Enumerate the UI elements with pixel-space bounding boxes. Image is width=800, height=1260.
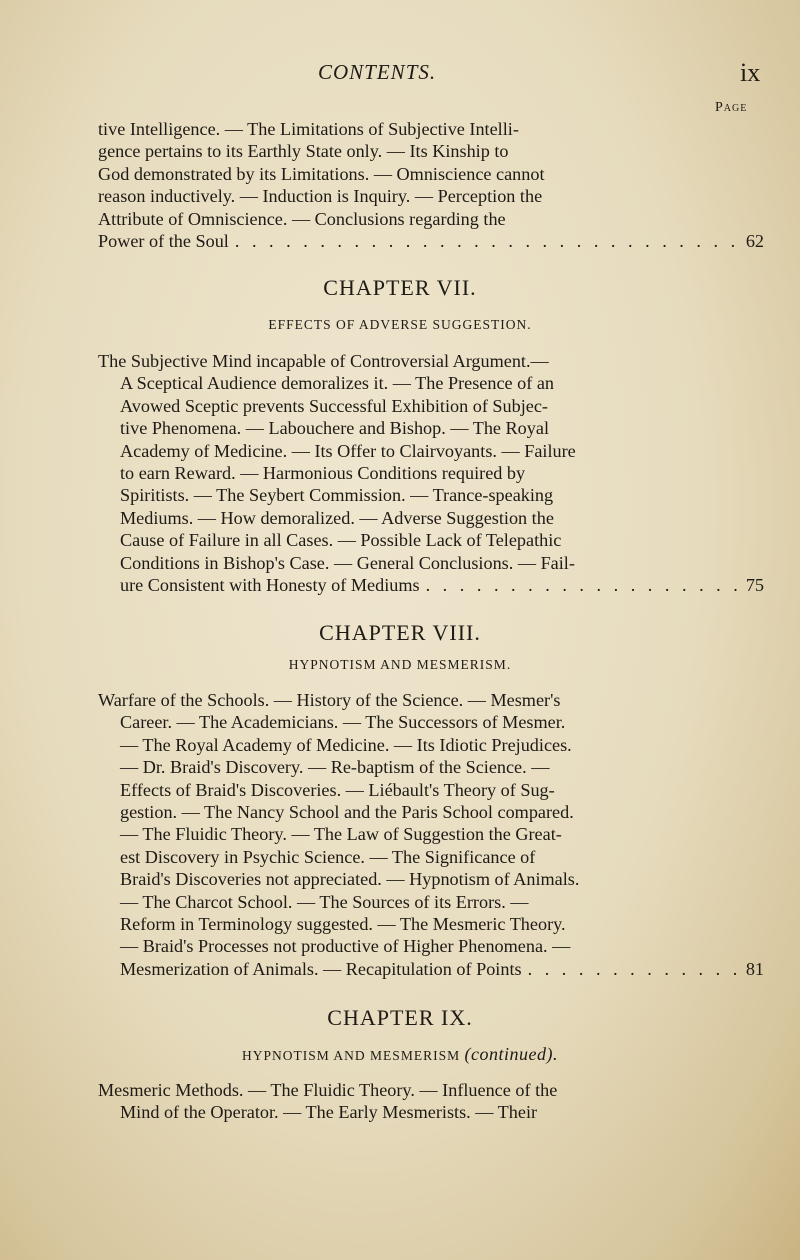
summary-line: — Dr. Braid's Discovery. — Re-baptism of the Science. — bbox=[120, 757, 550, 778]
entry-line: Power of the Soul bbox=[98, 231, 229, 252]
summary-line: Mediums. — How demoralized. — Adverse Suggestion the bbox=[120, 507, 554, 528]
summary-line: Braid's Discoveries not appreciated. — Hypnotism of Animals. bbox=[120, 869, 580, 890]
entry-last-line bbox=[98, 230, 764, 252]
summary-line: est Discovery in Psychic Science. — The Significance of bbox=[120, 846, 536, 867]
summary-line: Warfare of the Schools. — History of the Science. — Mesmer's bbox=[98, 690, 561, 710]
chapter-page-number: 81 bbox=[745, 958, 764, 979]
entry-line: Attribute of Omniscience. — Conclusions regarding the bbox=[98, 208, 506, 229]
chapter-subtitle-text: HYPNOTISM AND MESMERISM bbox=[242, 1048, 461, 1063]
page-column-label: Page bbox=[715, 100, 748, 115]
summary-last-line bbox=[98, 958, 764, 980]
summary-last-line bbox=[98, 574, 764, 596]
summary-line: — The Charcot School. — The Sources of its Errors. — bbox=[120, 891, 529, 912]
summary-line: The Subjective Mind incapable of Controversial Argument.— bbox=[98, 351, 549, 371]
page-number: ix bbox=[740, 58, 761, 87]
summary-line: Cause of Failure in all Cases. — Possible Lack of Telepathic bbox=[120, 530, 562, 551]
chapter-summary bbox=[98, 1079, 764, 1124]
summary-line: Mind of the Operator. — The Early Mesmerists. — Their bbox=[120, 1102, 538, 1123]
entry-line: God demonstrated by its Limitations. — Omniscience cannot bbox=[98, 163, 545, 184]
entry-line: gence pertains to its Earthly State only. — Its Kinship to bbox=[98, 141, 509, 162]
summary-line: Effects of Braid's Discoveries. — Liébault's Theory of Sug- bbox=[120, 779, 555, 800]
summary-line: — The Fluidic Theory. — The Law of Suggestion the Great- bbox=[120, 824, 562, 845]
running-head: CONTENTS. bbox=[318, 60, 437, 84]
entry-page-number: 62 bbox=[745, 231, 764, 252]
entry-line: reason inductively. — Induction is Inquiry. — Perception the bbox=[98, 186, 543, 207]
summary-line: Reform in Terminology suggested. — The Mesmeric Theory. bbox=[120, 914, 566, 935]
summary-line: to earn Reward. — Harmonious Conditions required by bbox=[120, 463, 526, 484]
summary-line: Avowed Sceptic prevents Successful Exhibition of Subjec- bbox=[120, 395, 548, 416]
summary-line: Mesmeric Methods. — The Fluidic Theory. — Influence of the bbox=[98, 1080, 558, 1100]
chapter-summary bbox=[98, 350, 764, 596]
chapter-title: CHAPTER IX. bbox=[327, 1005, 473, 1030]
summary-line: Conditions in Bishop's Case. — General Conclusions. — Fail- bbox=[120, 552, 575, 573]
summary-line: — The Royal Academy of Medicine. — Its Idiotic Prejudices. bbox=[120, 734, 572, 755]
summary-line: ure Consistent with Honesty of Mediums bbox=[120, 575, 420, 596]
chapter-subtitle: EFFECTS OF ADVERSE SUGGESTION. bbox=[268, 317, 532, 332]
chapter-title: CHAPTER VIII. bbox=[319, 620, 481, 645]
summary-line: tive Phenomena. — Labouchere and Bishop. — The Royal bbox=[120, 418, 549, 439]
dot-leader bbox=[528, 958, 740, 980]
summary-line: Career. — The Academicians. — The Successors of Mesmer. bbox=[120, 712, 566, 733]
dot-leader bbox=[426, 574, 740, 596]
chapter-title: CHAPTER VII. bbox=[323, 275, 477, 300]
summary-line: A Sceptical Audience demoralizes it. — The Presence of an bbox=[120, 373, 554, 394]
chapter-subtitle-continued: (continued). bbox=[464, 1044, 558, 1064]
summary-line: gestion. — The Nancy School and the Paris School compared. bbox=[120, 802, 574, 823]
chapter-summary bbox=[98, 689, 764, 980]
chapter-subtitle: HYPNOTISM AND MESMERISM. bbox=[288, 657, 512, 672]
entry-line: tive Intelligence. — The Limitations of Subjective Intelli- bbox=[98, 119, 519, 139]
chapter-page-number: 75 bbox=[745, 575, 764, 596]
dot-leader bbox=[235, 230, 740, 252]
toc-entry-continued bbox=[98, 118, 764, 252]
summary-line: Academy of Medicine. — Its Offer to Clairvoyants. — Failure bbox=[120, 440, 576, 461]
summary-line: Mesmerization of Animals. — Recapitulation of Points bbox=[120, 958, 522, 979]
summary-line: — Braid's Processes not productive of Higher Phenomena. — bbox=[120, 936, 571, 957]
chapter-subtitle bbox=[0, 1044, 800, 1065]
summary-line: Spiritists. — The Seybert Commission. — Trance-speaking bbox=[120, 485, 554, 506]
